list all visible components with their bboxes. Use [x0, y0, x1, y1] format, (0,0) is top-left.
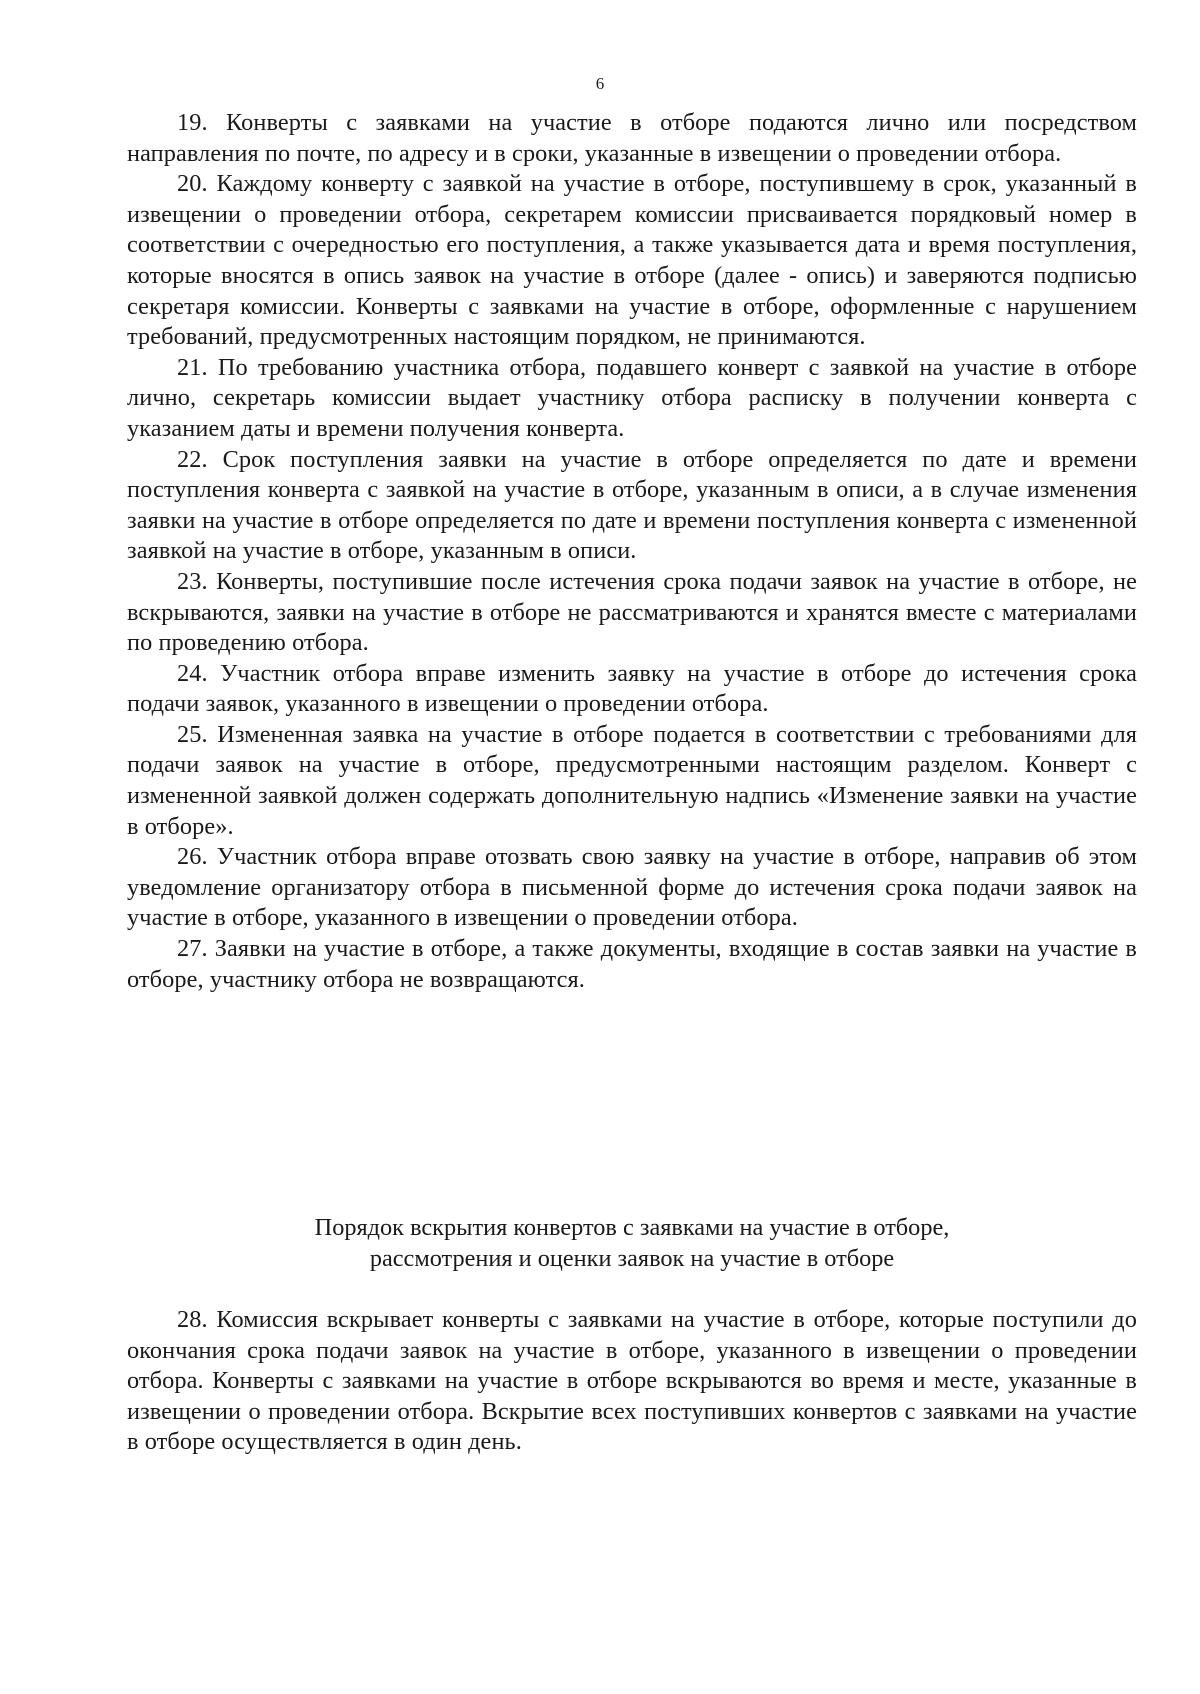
page-number: 6 [595, 74, 605, 93]
paragraph-23: 23. Конверты, поступившие после истечения срока подачи заявок на участие в отборе, не вскрываются, заявки на участие в отборе не рассматриваются и хранятся вместе с материалами по проведению отбора. [127, 567, 1137, 657]
section-heading-line-1: Порядок вскрытия конвертов с заявками на участие в отборе, [314, 1214, 950, 1241]
paragraph-27: 27. Заявки на участие в отборе, а также документы, входящие в состав заявки на участие в отборе, участнику отбора не возвращаются. [127, 935, 1137, 993]
paragraph-22: 22. Срок поступления заявки на участие в отборе определяется по дате и времени поступления конверта с заявкой на участие в отборе, указанным в описи, а в случае изменения заявки на участие в отборе определяется по дате и времени поступления конверта с измененной заявкой на участие в отборе, указанным в описи. [127, 445, 1137, 565]
paragraph-25: 25. Измененная заявка на участие в отборе подается в соответствии с требованиями для подачи заявок на участие в отборе, предусмотренными настоящим разделом. Конверт с измененной заявкой должен содержать дополнительную надпись «Изменение заявки на участие в отборе». [127, 720, 1137, 840]
paragraph-28: 28. Комиссия вскрывает конверты с заявками на участие в отборе, которые поступили до окончания срока подачи заявок на участие в отборе, указанного в извещении о проведении отбора. Конверты с заявками на участие в отборе вскрываются во время и месте, указанные в извещении о проведении отбора. Вскрытие всех поступивших конвертов с заявками на участие в отборе осуществляется в один день. [127, 1306, 1137, 1456]
document-body-continued [127, 1305, 1137, 1458]
paragraph-26: 26. Участник отбора вправе отозвать свою заявку на участие в отборе, направив об этом уведомление организатору отбора в письменной форме до истечения срока подачи заявок на участие в отборе, указанного в извещении о проведении отбора. [127, 843, 1137, 932]
section-heading [127, 1212, 1137, 1274]
document-body [127, 108, 1137, 995]
paragraph-24: 24. Участник отбора вправе изменить заявку на участие в отборе до истечения срока подачи заявок, указанного в извещении о проведении отбора. [127, 659, 1137, 718]
section-heading-line-2: рассмотрения и оценки заявок на участие в отборе [369, 1245, 895, 1272]
paragraph-21: 21. По требованию участника отбора, подавшего конверт с заявкой на участие в отборе лично, секретарь комиссии выдает участнику отбора расписку в получении конверта с указанием даты и времени получения конверта. [127, 353, 1137, 442]
paragraph-20: 20. Каждому конверту с заявкой на участие в отборе, поступившему в срок, указанный в извещении о проведении отбора, секретарем комиссии присваивается порядковый номер в соответствии с очередностью его поступления, а также указывается дата и время поступления, которые вносятся в опись заявок на участие в отборе (далее - опись) и заверяются подписью секретаря комиссии. Конверты с заявками на участие в отборе, оформленные с нарушением требований, предусмотренных настоящим порядком, не принимаются. [127, 170, 1137, 351]
paragraph-19: 19. Конверты с заявками на участие в отборе подаются лично или посредством направления по почте, по адресу и в сроки, указанные в извещении о проведении отбора. [127, 109, 1137, 167]
